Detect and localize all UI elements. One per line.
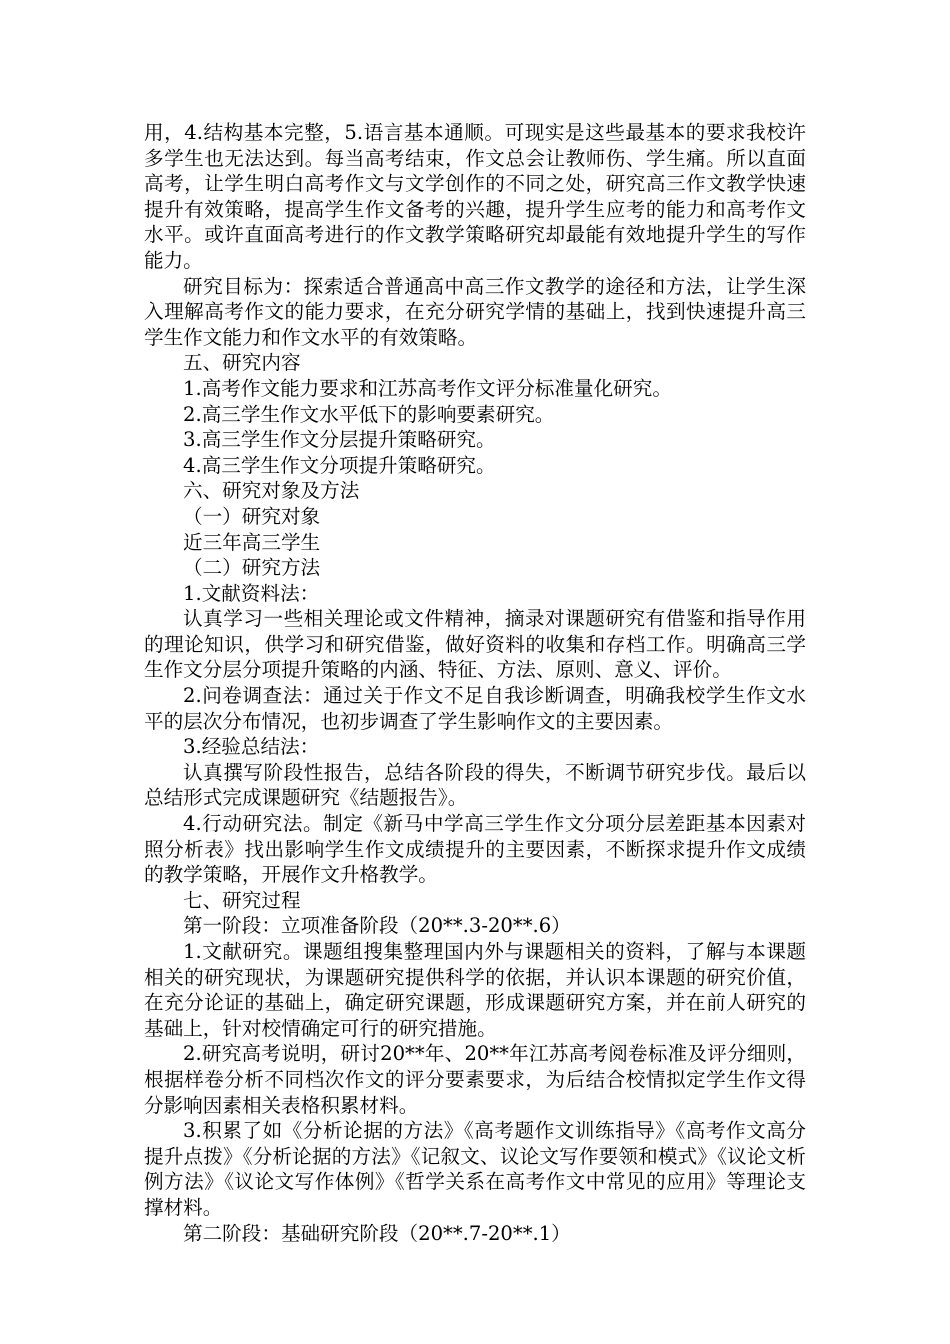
paragraph: 认真学习一些相关理论或文件精神，摘录对课题研究有借鉴和指导作用的理论知识，供学习和研究借鉴，做好资料的收集和存档工作。明确高三学生作文分层分项提升策略的内涵、特征、方法、原则、意义、评价。	[144, 607, 806, 682]
stage-heading: 第一阶段：立项准备阶段（20**.3-20**.6）	[183, 914, 571, 938]
subsection-heading: （二）研究方法	[183, 556, 321, 580]
list-item: 4.行动研究法。制定《新马中学高三学生作文分项分层差距基本因素对照分析表》找出影响学生作文成绩提升的主要因素，不断探求提升作文成绩的教学策略，开展作文升格教学。	[144, 812, 806, 887]
list-item: 2.问卷调查法：通过关于作文不足自我诊断调查，明确我校学生作文水平的层次分布情况，也初步调查了学生影响作文的主要因素。	[144, 684, 806, 733]
list-item: 4.高三学生作文分项提升策略研究。	[183, 453, 496, 477]
list-item: 1.文献资料法：	[183, 581, 320, 605]
list-item: 1.高考作文能力要求和江苏高考作文评分标准量化研究。	[183, 376, 672, 400]
list-item: 2.高三学生作文水平低下的影响要素研究。	[183, 402, 555, 426]
section-heading: 七、研究过程	[183, 888, 301, 912]
list-item: 2.研究高考说明，研讨20**年、20**年江苏高考阅卷标准及评分细则，根据样卷分析不同档次作文的评分要素要求，为后结合校情拟定学生作文得分影响因素相关表格积累材料。	[144, 1042, 806, 1117]
section-heading: 五、研究内容	[183, 351, 301, 375]
paragraph: 近三年高三学生	[183, 530, 321, 554]
document-body	[144, 120, 806, 1246]
paragraph: 认真撰写阶段性报告，总结各阶段的得失，不断调节研究步伐。最后以总结形式完成课题研究《结题报告》。	[144, 760, 806, 810]
list-item: 3.高三学生作文分层提升策略研究。	[183, 428, 496, 452]
paragraph: 用，4.结构基本完整，5.语言基本通顺。可现实是这些最基本的要求我校许多学生也无法达到。每当高考结束，作文总会让教师伤、学生痛。所以直面高考，让学生明白高考作文与文学创作的不同之处，研究高三作文教学快速提升有效策略，提高学生作文备考的兴趣，提升学生应考的能力和高考作文水平。或许直面高考进行的作文教学策略研究却最能有效地提升学生的写作能力。	[144, 121, 806, 272]
paragraph: 研究目标为：探索适合普通高中高三作文教学的途径和方法，让学生深入理解高考作文的能力要求，在充分研究学情的基础上，找到快速提升高三学生作文能力和作文水平的有效策略。	[144, 274, 806, 349]
list-item: 3.积累了如《分析论据的方法》《高考题作文训练指导》《高考作文高分提升点拨》《分析论据的方法》《记叙文、议论文写作要领和模式》《议论文析例方法》《议论文写作体例》《哲学关系在高考作文中常见的应用》等理论支撑材料。	[144, 1119, 806, 1219]
list-item: 1.文献研究。课题组搜集整理国内外与课题相关的资料，了解与本课题相关的研究现状，为课题研究提供科学的依据，并认识本课题的研究价值，在充分论证的基础上，确定研究课题，形成课题研究方案，并在前人研究的基础上，针对校情确定可行的研究措施。	[144, 940, 806, 1040]
subsection-heading: （一）研究对象	[183, 504, 321, 528]
stage-heading: 第二阶段：基础研究阶段（20**.7-20**.1）	[183, 1221, 571, 1245]
section-heading: 六、研究对象及方法	[183, 479, 360, 503]
list-item: 3.经验总结法：	[183, 735, 320, 759]
